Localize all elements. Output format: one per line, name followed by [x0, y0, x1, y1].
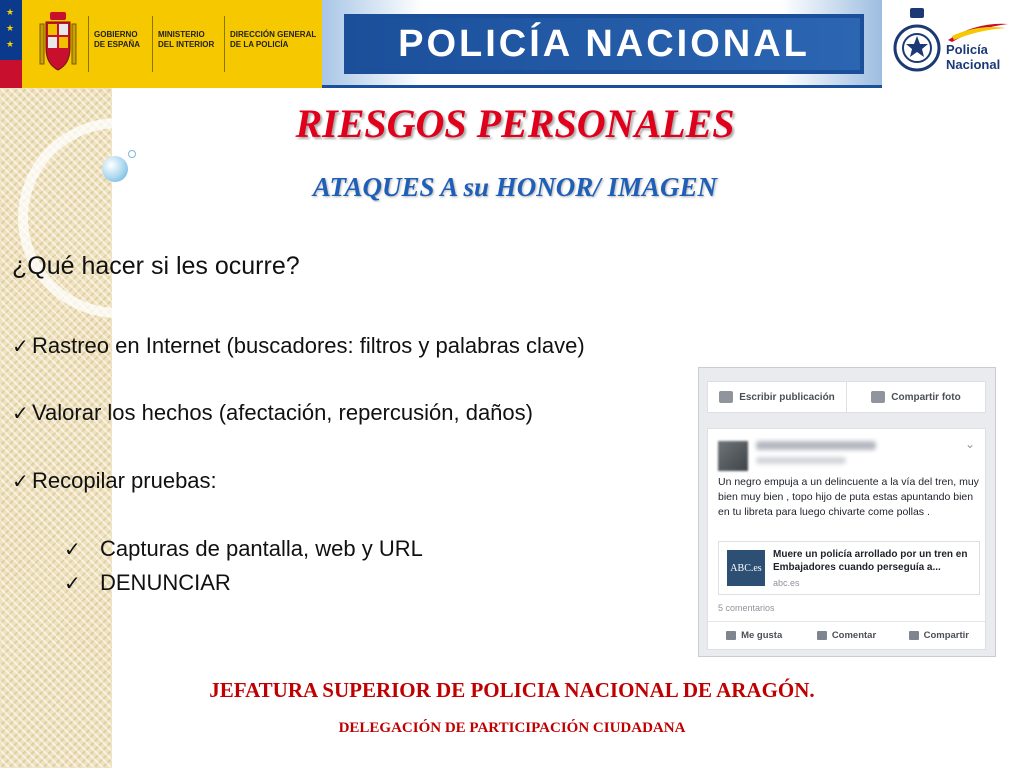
bullet-item: ✓ Rastreo en Internet (buscadores: filtros y palabras clave): [12, 333, 585, 358]
coat-of-arms-icon: [36, 10, 80, 76]
link-domain: abc.es: [773, 578, 800, 588]
checkmark-icon: ✓: [64, 573, 81, 595]
checkmark-icon: ✓: [12, 471, 29, 493]
ministerio-label: MINISTERIO DEL INTERIOR: [158, 30, 215, 49]
composer-bar: [707, 381, 986, 413]
slide-title: RIESGOS PERSONALES: [295, 101, 735, 146]
link-title: Muere un policía arrollado por un tren en Embajadores cuando perseguía a...: [773, 549, 968, 573]
police-badge-icon: [892, 6, 942, 82]
checkmark-icon: ✓: [64, 539, 81, 561]
logo-text: Policía Nacional: [946, 42, 1001, 72]
share-arrow-icon: [909, 631, 919, 640]
direccion-label: DIRECCIÓN GENERAL DE LA POLICÍA: [230, 30, 317, 49]
flag-swoosh-icon: [946, 20, 1010, 42]
sub-bullet-item: ✓ DENUNCIAR: [64, 570, 231, 595]
comment-button[interactable]: Comentar: [800, 622, 892, 649]
bullet-item: ✓ Valorar los hechos (afectación, repercusión, daños): [12, 400, 533, 425]
blurred-timestamp: [756, 457, 846, 464]
sub-bullet-item: ✓ Capturas de pantalla, web y URL: [64, 536, 423, 561]
separator: [88, 16, 89, 72]
share-button[interactable]: Compartir: [893, 622, 985, 649]
question-heading: ¿Qué hacer si les ocurre?: [12, 252, 300, 280]
post-text: Un negro empuja a un delincuente a la vía del tren, muy bien muy bien , topo hijo de puta estas apuntando bien en tu libreta para luego chivarte come pollas .: [718, 476, 979, 518]
comments-count[interactable]: 5 comentarios: [718, 603, 775, 613]
chevron-down-icon[interactable]: ⌄: [964, 437, 975, 451]
footer-organization: JEFATURA SUPERIOR DE POLICIA NACIONAL DE ARAGÓN.: [209, 678, 815, 702]
slide-subtitle: ATAQUES A su HONOR/ IMAGEN: [312, 172, 718, 202]
post-card: [707, 428, 986, 650]
footer-department: DELEGACIÓN DE PARTICIPACIÓN CIUDADANA: [338, 720, 686, 736]
government-logo-block: [22, 0, 322, 88]
comment-icon: [817, 631, 827, 640]
link-preview[interactable]: [718, 541, 980, 595]
checkmark-icon: ✓: [12, 336, 29, 358]
checkmark-icon: ✓: [12, 403, 29, 425]
facebook-post-screenshot: [698, 367, 996, 657]
header-banner: [0, 0, 1024, 88]
decorative-dot: [128, 150, 136, 158]
policia-nacional-logo: [884, 0, 1024, 88]
star-icon: ★: [6, 40, 15, 50]
link-thumbnail: ABC.es: [727, 550, 765, 586]
gobierno-label: GOBIERNO DE ESPAÑA: [94, 30, 141, 49]
pencil-icon: [719, 391, 733, 403]
decorative-bubble: [102, 156, 128, 182]
eu-flag-strip: [0, 0, 22, 88]
banner-title: POLICÍA NACIONAL: [344, 14, 864, 74]
decorative-ring: [18, 118, 218, 318]
write-post-button[interactable]: Escribir publicación: [708, 382, 846, 412]
bullet-item: ✓ Recopilar pruebas:: [12, 468, 217, 493]
camera-icon: [871, 391, 885, 403]
separator: [152, 16, 153, 72]
policia-banner: [322, 0, 882, 88]
blurred-author-name: [756, 441, 876, 450]
avatar: [718, 441, 748, 471]
separator: [224, 16, 225, 72]
star-icon: ★: [6, 24, 15, 34]
star-icon: ★: [6, 8, 15, 18]
thumbs-up-icon: [726, 631, 736, 640]
post-actions: [708, 621, 985, 649]
share-photo-button[interactable]: Compartir foto: [846, 382, 985, 412]
like-button[interactable]: Me gusta: [708, 622, 800, 649]
